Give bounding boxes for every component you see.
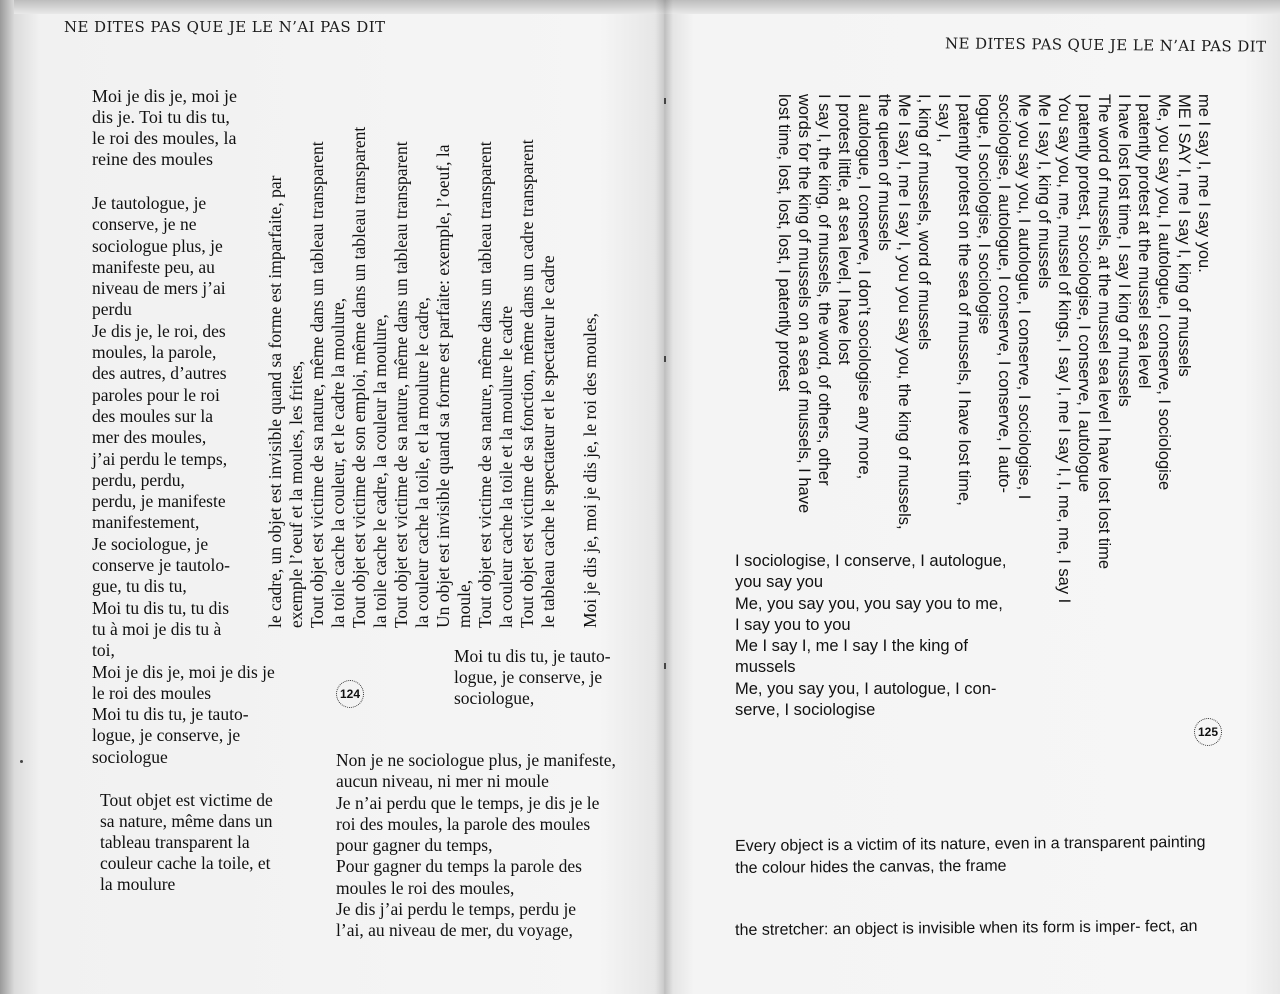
- gutter-mark: [664, 98, 666, 104]
- left-col-paragraph-3: Tout objet est victime de sa nature, même dans un tableau transparent la couleur cache la toile, et la moulure: [100, 790, 273, 894]
- left-col-paragraph-1: Moi je dis je, moi je dis je. Toi tu dis tu, le roi des moules, la reine des moules: [92, 86, 237, 169]
- rotated-line: Me I say I, king of mussels: [1035, 94, 1053, 289]
- running-header-left: NE DITES PAS QUE JE LE N’AI PAS DIT: [64, 18, 386, 36]
- rotated-line: Tout objet est victime de sa nature, même dans un tableau transparent: [391, 141, 411, 628]
- rotated-line: The word of mussels, at the mussel sea level I have lost lost time: [1095, 94, 1113, 570]
- rotated-line: la toile cache la couleur, et le cadre la moulure,: [328, 297, 348, 628]
- rotated-line: me I say I, me I say you.: [1195, 94, 1213, 273]
- rotated-line: Tout objet est victime de son emploi, même dans un tableau transparent: [349, 126, 369, 628]
- right-page: [664, 0, 1280, 994]
- right-page-paragraph-1: I sociologise, I conserve, I autologue, you say you Me, you say you, you say you to me, I say you to you Me I say I, me I say I the king of mussels Me, you say you, I autologue, I con- serve, I sociologise: [735, 552, 1007, 720]
- gutter-mark: [664, 663, 666, 669]
- rotated-line: I patently protest at the mussel sea level: [1135, 94, 1153, 389]
- rotated-line: I protest little, at sea level, I have lost: [835, 94, 853, 365]
- rotated-line: lost time, lost, lost, lost, I patently protest: [775, 94, 793, 392]
- right-col-paragraph-2: Non je ne sociologue plus, je manifeste, aucun niveau, ni mer ni moule Je n’ai perdu que le temps, je dis je le roi des moules, la parole des moules pour gagner du temps, Pour gagner du temps la parole des moules le roi des moules, Je dis j’ai perdu le temps, perdu je l’ai, au niveau de mer, du voyage,: [336, 750, 616, 941]
- rotated-line: la toile cache le cadre, la couleur la moulure,: [370, 314, 390, 628]
- rotated-line: sociologise, I autologue, I conserve, I conserve, I auto-: [995, 94, 1013, 493]
- page-number-left: 124: [336, 680, 364, 708]
- rotated-line: ME I SAY I, me I say I, king of mussels: [1175, 94, 1193, 377]
- gutter-mark: [664, 356, 666, 362]
- rotated-line: moule,: [454, 579, 474, 628]
- rotated-line: words for the king of mussels on a sea of mussels, I have: [795, 94, 813, 514]
- speck: [20, 760, 23, 763]
- rotated-line: Me I say I, me I say I, you you say you, the king of mussels,: [895, 94, 913, 530]
- rotated-line: le cadre, un objet est invisible quand sa forme est imparfaite, par: [265, 175, 285, 628]
- rotated-line: the queen of mussels: [875, 94, 893, 251]
- rotated-line: You say you, me, mussel of kings, I say I, me I say I, I, me, me, I say I: [1055, 94, 1073, 604]
- rotated-line: Me you say you, I autologue, I conserve, I sociologise, I: [1015, 94, 1033, 500]
- rotated-line: Moi je dis je, moi je dis je, le roi des moules,: [580, 313, 600, 628]
- left-col-paragraph-2: Je tautologue, je conserve, je ne sociologue plus, je manifeste peu, au niveau de mers j’ai perdu Je dis je, le roi, des moules, la parole, des autres, d’autres paroles pour le roi des moules sur la mer des moules, j’ai perdu le temps, perdu, perdu, perdu, je manifeste manifestement, Je sociologue, je conserve je tautolo- gue, tu dis tu, Moi tu dis tu, tu dis tu à moi je dis tu à toi, Moi je dis je, moi je dis je le roi des moules Moi tu dis tu, je tauto- logue, je conserve, je sociologue: [92, 193, 275, 767]
- page-top-edge: [0, 0, 1280, 14]
- rotated-line: I patently protest, I sociologise, I conserve, I autologue: [1075, 94, 1093, 493]
- rotated-line: exemple l’oeuf et la moules, les frites,: [286, 360, 306, 628]
- rotated-line: I say I, the king, of mussels, the word, of others, other: [815, 94, 833, 486]
- right-page-paragraph-3: the stretcher: an object is invisible when its form is imper- fect, an: [735, 917, 1198, 939]
- book-gutter: [655, 0, 673, 994]
- rotated-line: la couleur cache la toile, et la moulure le cadre,: [412, 297, 432, 628]
- running-header-right: NE DITES PAS QUE JE LE N’AI PAS DIT: [944, 34, 1267, 56]
- rotated-line: Un objet est invisible quand sa forme est parfaite: exemple, l’oeuf, la: [433, 144, 453, 628]
- rotated-line: logue, I sociologise, I sociologise: [975, 94, 993, 335]
- rotated-line: le tableau cache le spectateur et le spectateur le cadre: [538, 255, 558, 628]
- rotated-line: Me, you say you, I autologue, I conserve, I sociologise: [1155, 94, 1173, 491]
- page-left-edge: [0, 0, 14, 994]
- right-col-paragraph-1: Moi tu dis tu, je tauto- logue, je conserve, je sociologue,: [454, 646, 611, 708]
- rotated-line: I say I,: [935, 94, 953, 143]
- rotated-line: la couleur cache la toile et la moulure le cadre: [496, 305, 516, 628]
- rotated-line: Tout objet est victime de sa fonction, même dans un cadre transparent: [517, 139, 537, 628]
- page-number-right: 125: [1194, 718, 1222, 746]
- rotated-line: I, king of mussels, word of mussels: [915, 94, 933, 350]
- rotated-line: Tout objet est victime de sa nature, même dans un tableau transparent: [475, 141, 495, 628]
- rotated-line: I have lost lost time, I say I king of mussels: [1115, 94, 1133, 407]
- rotated-line: I patently protest on the sea of mussels, I have lost time,: [955, 94, 973, 506]
- rotated-line: I autologue, I conserve, I don’t sociologise any more,: [855, 94, 873, 480]
- right-page-paragraph-2: Every object is a victim of its nature, even in a transparent painting the colour hides the canvas, the frame: [735, 833, 1206, 877]
- rotated-line: Tout objet est victime de sa nature, même dans un tableau transparent: [307, 141, 327, 628]
